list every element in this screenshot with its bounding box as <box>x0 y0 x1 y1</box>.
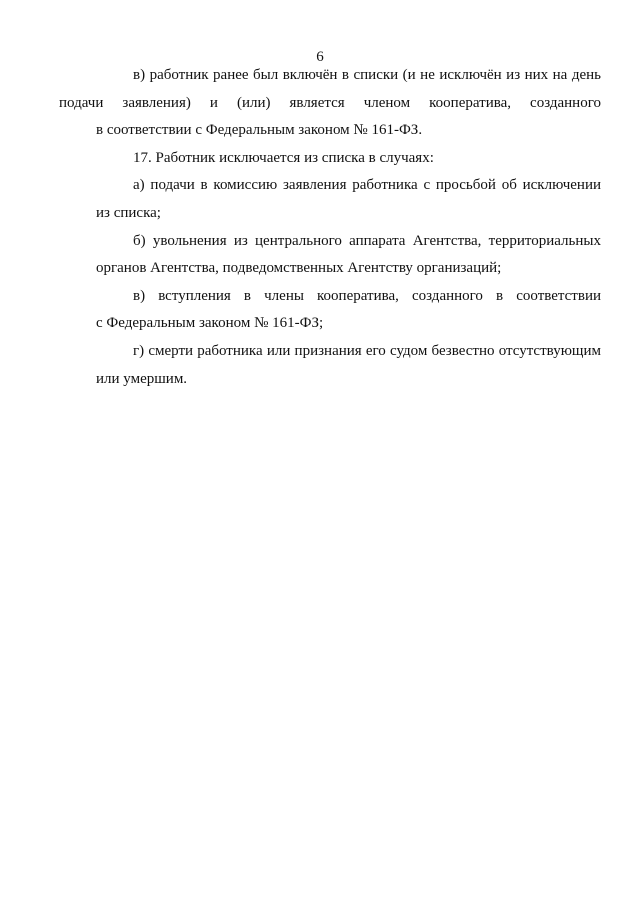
paragraph-b-dismissal <box>96 228 601 283</box>
text-line: 17. Работник исключается из списка в случаях: <box>133 149 434 166</box>
text-line: в) работник ранее был включён в списки (и не исключён из них на день <box>133 67 601 83</box>
page-number: 6 <box>316 49 324 65</box>
text-line: в соответствии с Федеральным законом № 161-ФЗ. <box>96 122 423 139</box>
text-line: с Федеральным законом № 161-ФЗ; <box>96 315 324 332</box>
text-line: подачи заявления) и (или) является членом кооператива, созданного <box>59 94 601 111</box>
paragraph-v-included-in-lists <box>59 62 601 145</box>
paragraph-a-application <box>96 172 601 227</box>
document-body <box>59 62 601 393</box>
text-line: в) вступления в члены кооператива, созданного в соответствии <box>133 287 601 304</box>
paragraph-17-exclusion <box>96 145 601 173</box>
text-line: органов Агентства, подведомственных Агентству организаций; <box>96 260 502 277</box>
text-line: б) увольнения из центрального аппарата Агентства, территориальных <box>133 232 601 249</box>
text-line: г) смерти работника или признания его судом безвестно отсутствующим <box>133 342 601 359</box>
text-line: из списка; <box>96 204 161 221</box>
paragraph-g-death <box>96 338 601 393</box>
paragraph-v-joining-cooperative <box>96 283 601 338</box>
text-line: или умершим. <box>96 370 188 387</box>
text-line: а) подачи в комиссию заявления работника с просьбой об исключении <box>133 177 601 194</box>
